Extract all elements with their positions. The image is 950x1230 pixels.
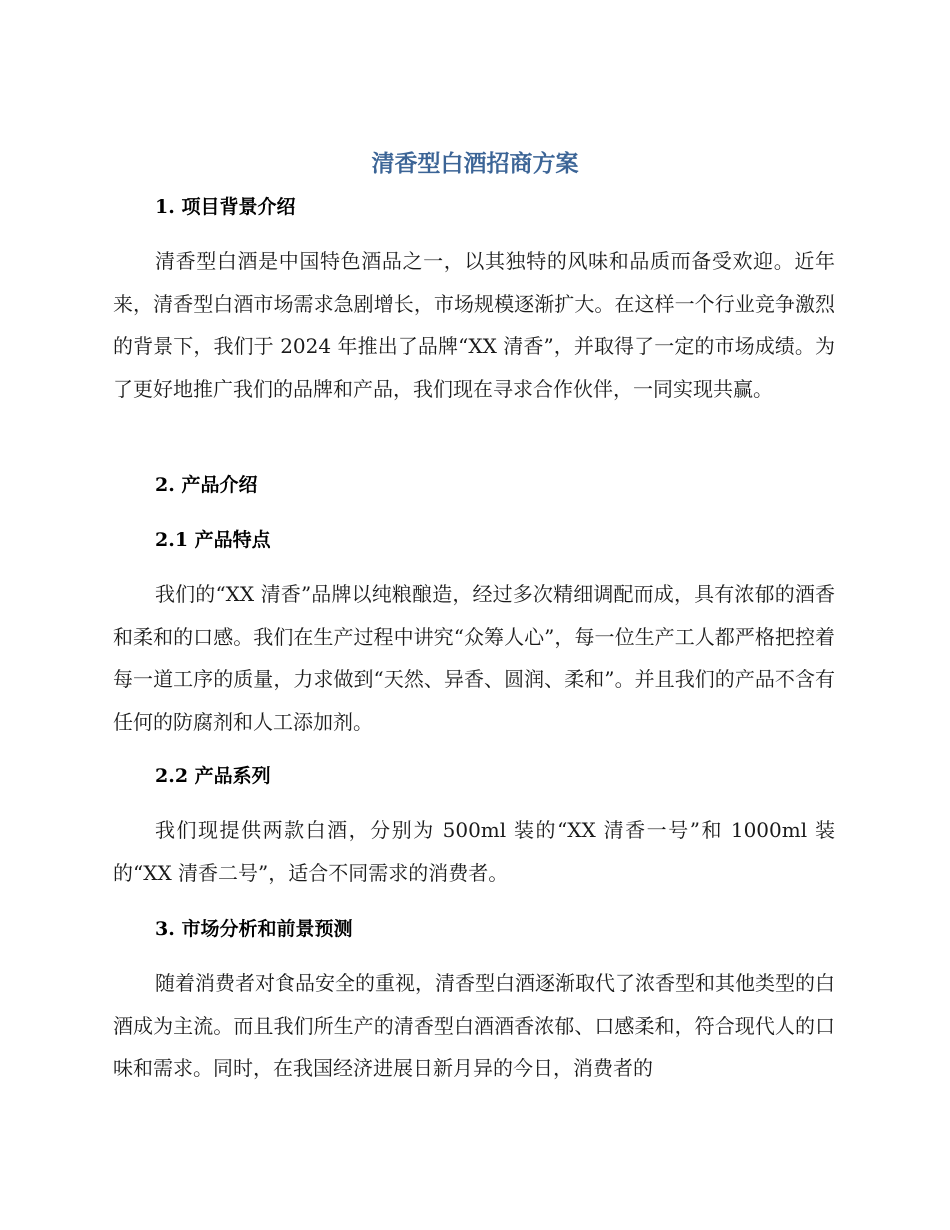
section-heading-product-series: 2.2 产品系列 <box>155 765 271 787</box>
section-heading-background: 1. 项目背景介绍 <box>155 196 296 218</box>
section-heading-product-intro: 2. 产品介绍 <box>155 474 258 496</box>
paragraph-market-analysis: 随着消费者对食品安全的重视，清香型白酒逐渐取代了浓香型和其他类型的白酒成为主流。而且我们所生产的清香型白酒酒香浓郁、口感柔和，符合现代人的口味和需求。同时，在我国经济进展日新月异的今日，消费者的 <box>113 971 835 1080</box>
section-heading-product-features: 2.1 产品特点 <box>155 529 271 551</box>
section-heading-market-analysis: 3. 市场分析和前景预测 <box>155 918 353 940</box>
paragraph-product-features: 我们的“XX 清香”品牌以纯粮酿造，经过多次精细调配而成，具有浓郁的酒香和柔和的口感。我们在生产过程中讲究“众筹人心”，每一位生产工人都严格把控着每一道工序的质量，力求做到“天然、异香、圆润、柔和”。并且我们的产品不含有任何的防腐剂和人工添加剂。 <box>113 582 835 734</box>
paragraph-product-series: 我们现提供两款白酒，分别为 500ml 装的“XX 清香一号”和 1000ml 装的“XX 清香二号”，适合不同需求的消费者。 <box>113 818 835 885</box>
paragraph-background: 清香型白酒是中国特色酒品之一，以其独特的风味和品质而备受欢迎。近年来，清香型白酒市场需求急剧增长，市场规模逐渐扩大。在这样一个行业竞争激烈的背景下，我们于 2024 年推出了品牌“XX 清香”，并取得了一定的市场成绩。为了更好地推广我们的品牌和产品，我们现在寻求合作伙伴，一同实现共赢。 <box>113 249 835 401</box>
document-title: 清香型白酒招商方案 <box>371 151 579 177</box>
